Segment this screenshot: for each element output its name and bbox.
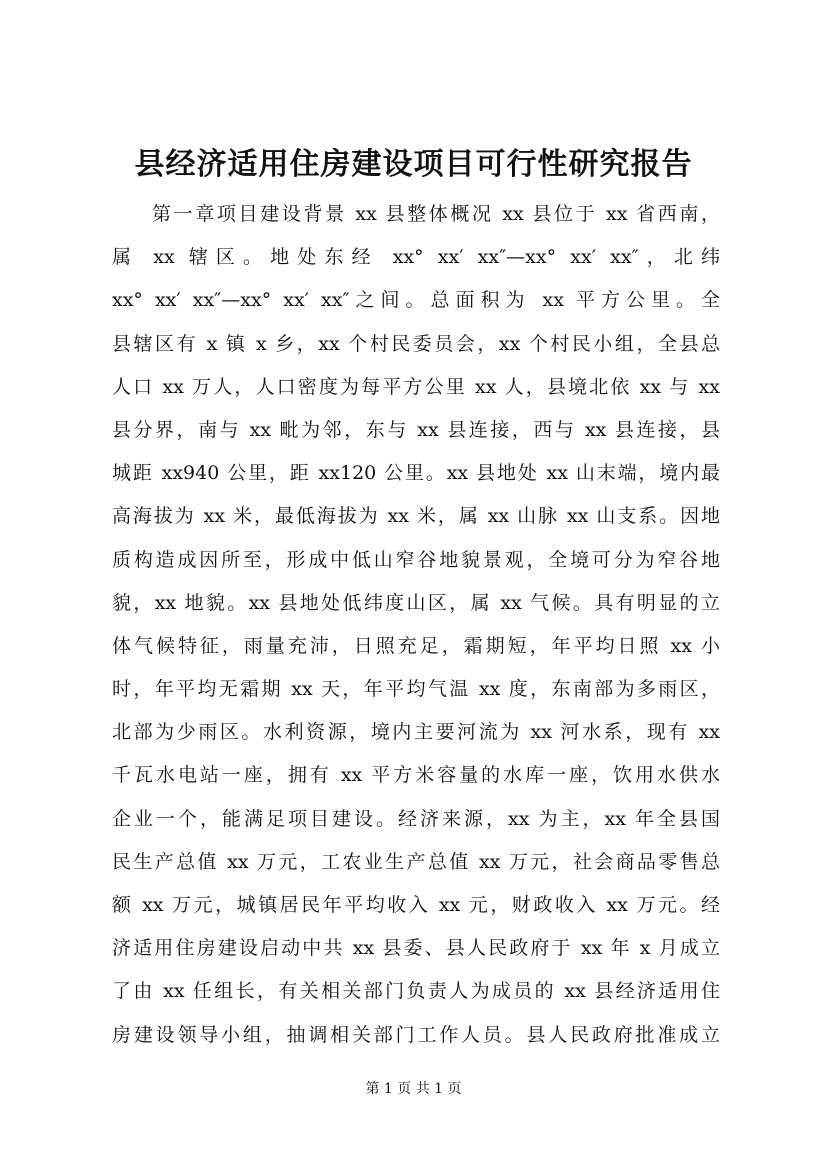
body-line: 体气候特征，雨量充沛，日照充足，霜期短，年平均日照 xx 小 [112,634,720,657]
body-line: xx° xx′ xx″—xx° xx′ xx″之间。总面积为 xx 平方公里。全 [112,289,720,312]
body-line: 民生产总值 xx 万元，工农业生产总值 xx 万元，社会商品零售总 [112,850,720,873]
document-title: 县经济适用住房建设项目可行性研究报告 [134,147,693,182]
body-line: 房建设领导小组，抽调相关部门工作人员。县人民政府批准成立 [112,1023,720,1046]
body-line: 貌，xx 地貌。xx 县地处低纬度山区，属 xx 气候。具有明显的立 [112,591,720,614]
body-line: 企业一个，能满足项目建设。经济来源，xx 为主，xx 年全县国 [112,807,720,830]
body-line: 北部为少雨区。水利资源，境内主要河流为 xx 河水系，现有 xx [112,721,720,744]
body-line: 高海拔为 xx 米，最低海拔为 xx 米，属 xx 山脉 xx 山支系。因地 [112,505,720,528]
body-line: 第一章项目建设背景 xx 县整体概况 xx 县位于 xx 省西南， [152,203,720,225]
body-line: 质构造成因所至，形成中低山窄谷地貌景观，全境可分为窄谷地 [112,548,720,571]
body-line: 人口 xx 万人，人口密度为每平方公里 xx 人，县境北依 xx 与 xx [112,375,720,398]
body-line: 时，年平均无霜期 xx 天，年平均气温 xx 度，东南部为多雨区， [112,678,720,701]
body-line: 千瓦水电站一座，拥有 xx 平方米容量的水库一座，饮用水供水 [112,764,720,787]
document-body [112,193,720,1057]
body-line: 县辖区有 x 镇 x 乡，xx 个村民委员会，xx 个村民小组，全县总 [112,332,720,355]
body-line: 额 xx 万元，城镇居民年平均收入 xx 元，财政收入 xx 万元。经 [112,894,720,916]
body-line: 济适用住房建设启动中共 xx 县委、县人民政府于 xx 年 x 月成立 [112,937,720,960]
body-line: 了由 xx 任组长，有关相关部门负责人为成员的 xx 县经济适用住 [112,980,720,1003]
page-footer: 第 1 页 共 1 页 [365,1081,462,1097]
body-line: 县分界，南与 xx 毗为邻，东与 xx 县连接，西与 xx 县连接，县 [112,418,720,441]
body-line: 城距 xx940 公里，距 xx120 公里。xx 县地处 xx 山末端，境内最 [112,462,720,485]
body-line: 属 xx 辖区。地处东经 xx° xx′ xx″—xx° xx′ xx″，北纬 [112,246,720,269]
